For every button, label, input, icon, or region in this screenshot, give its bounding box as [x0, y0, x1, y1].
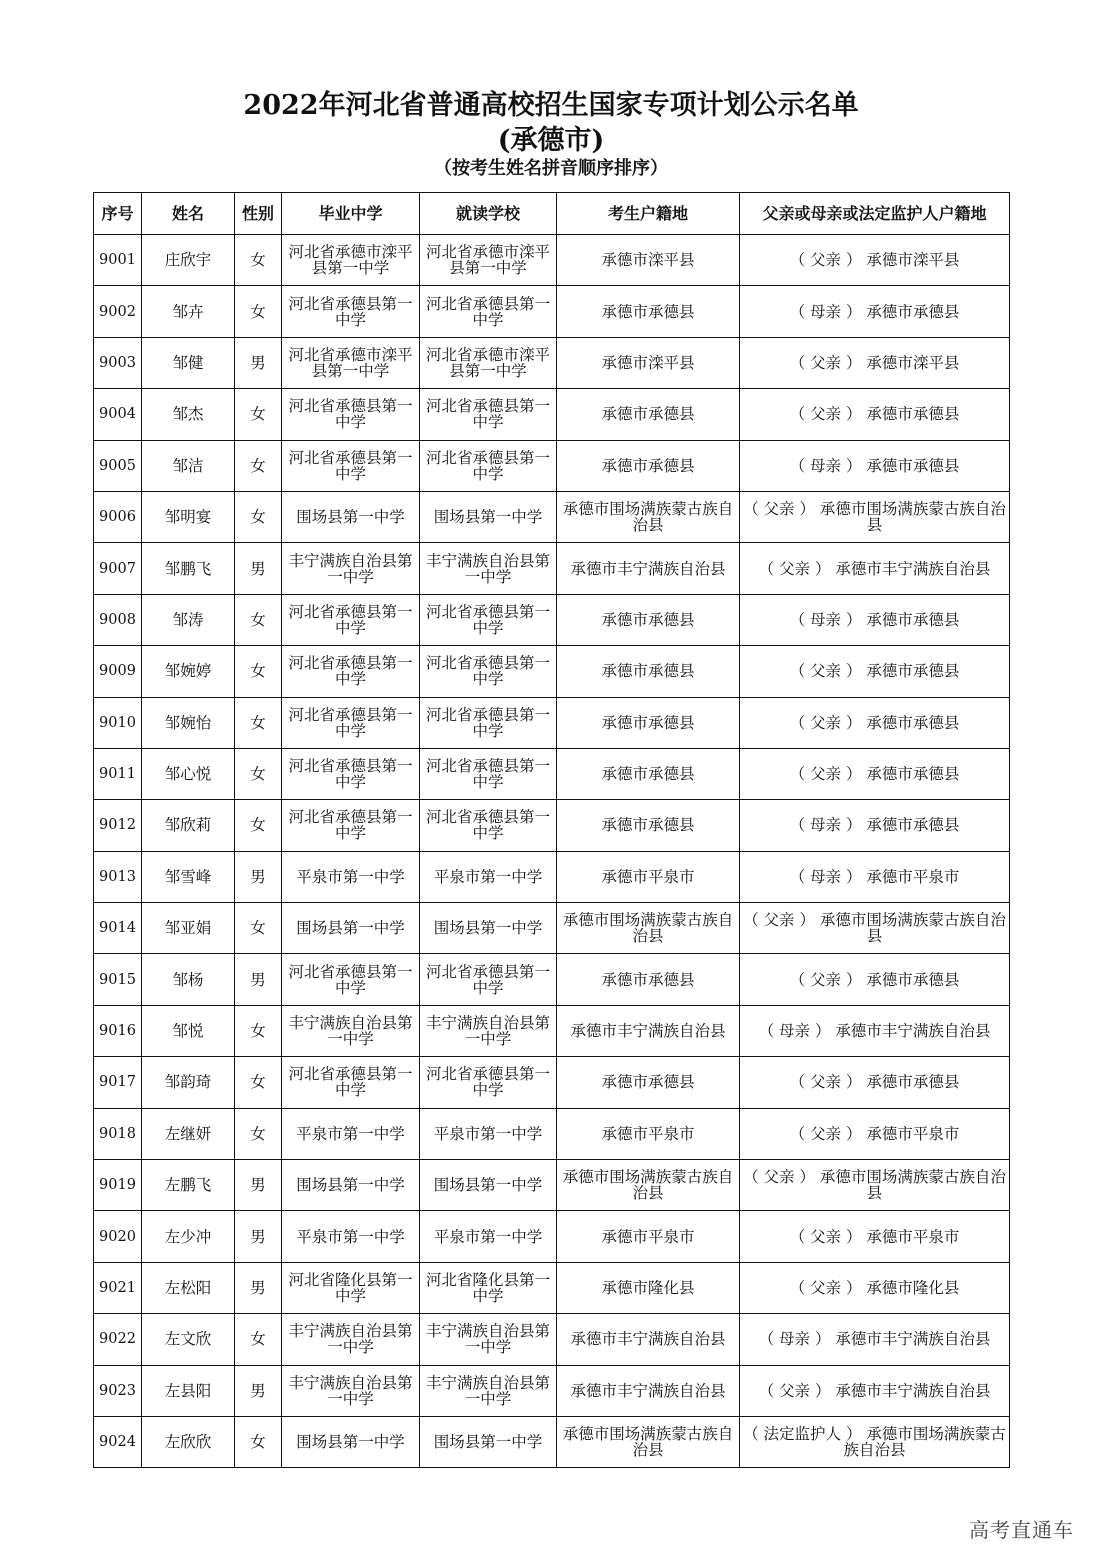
- cell-guardian-hukou: （ 母亲 ） 承德市承德县: [740, 286, 1010, 337]
- cell-gender: 女: [235, 235, 282, 286]
- table-row: [94, 1262, 1010, 1313]
- cell-seq: 9006: [94, 491, 142, 542]
- cell-student-hukou: 承德市承德县: [557, 954, 740, 1005]
- cell-graduation-school: 平泉市第一中学: [282, 1211, 420, 1262]
- cell-graduation-school: 河北省承德县第一中学: [282, 1057, 420, 1108]
- cell-seq: 9008: [94, 594, 142, 645]
- cell-gender: 女: [235, 903, 282, 954]
- cell-name: 邹卉: [142, 286, 235, 337]
- cell-seq: 9011: [94, 748, 142, 799]
- cell-graduation-school: 河北省承德县第一中学: [282, 286, 420, 337]
- cell-current-school: 丰宁满族自治县第一中学: [420, 1005, 557, 1056]
- cell-student-hukou: 承德市承德县: [557, 440, 740, 491]
- cell-name: 邹雪峰: [142, 851, 235, 902]
- cell-name: 左欣欣: [142, 1416, 235, 1467]
- cell-current-school: 河北省承德县第一中学: [420, 440, 557, 491]
- cell-gender: 男: [235, 1160, 282, 1211]
- cell-guardian-hukou: （ 父亲 ） 承德市承德县: [740, 1057, 1010, 1108]
- column-header-seq: 序号: [94, 193, 142, 235]
- cell-student-hukou: 承德市丰宁满族自治县: [557, 1314, 740, 1365]
- table-row: [94, 1211, 1010, 1262]
- cell-current-school: 河北省承德县第一中学: [420, 286, 557, 337]
- cell-seq: 9014: [94, 903, 142, 954]
- cell-name: 邹洁: [142, 440, 235, 491]
- cell-current-school: 围场县第一中学: [420, 1416, 557, 1467]
- table-row: [94, 1005, 1010, 1056]
- cell-current-school: 丰宁满族自治县第一中学: [420, 543, 557, 594]
- cell-graduation-school: 丰宁满族自治县第一中学: [282, 1314, 420, 1365]
- cell-current-school: 平泉市第一中学: [420, 1108, 557, 1159]
- cell-current-school: 河北省承德县第一中学: [420, 1057, 557, 1108]
- cell-graduation-school: 平泉市第一中学: [282, 1108, 420, 1159]
- cell-current-school: 围场县第一中学: [420, 491, 557, 542]
- document-subtitle: (承德市): [497, 125, 605, 156]
- cell-current-school: 丰宁满族自治县第一中学: [420, 1314, 557, 1365]
- cell-current-school: 围场县第一中学: [420, 1160, 557, 1211]
- cell-graduation-school: 河北省承德县第一中学: [282, 954, 420, 1005]
- cell-guardian-hukou: （ 父亲 ） 承德市承德县: [740, 389, 1010, 440]
- cell-name: 左松阳: [142, 1262, 235, 1313]
- cell-graduation-school: 丰宁满族自治县第一中学: [282, 1005, 420, 1056]
- cell-seq: 9004: [94, 389, 142, 440]
- cell-graduation-school: 河北省隆化县第一中学: [282, 1262, 420, 1313]
- cell-graduation-school: 丰宁满族自治县第一中学: [282, 1365, 420, 1416]
- table-row: [94, 748, 1010, 799]
- cell-gender: 男: [235, 337, 282, 388]
- sort-note: （按考生姓名拼音顺序排序）: [434, 158, 668, 179]
- cell-student-hukou: 承德市滦平县: [557, 235, 740, 286]
- cell-guardian-hukou: （ 母亲 ） 承德市承德县: [740, 594, 1010, 645]
- cell-student-hukou: 承德市平泉市: [557, 1108, 740, 1159]
- cell-graduation-school: 围场县第一中学: [282, 491, 420, 542]
- table-row: [94, 1416, 1010, 1467]
- cell-name: 邹鹏飞: [142, 543, 235, 594]
- cell-seq: 9016: [94, 1005, 142, 1056]
- table-row: [94, 235, 1010, 286]
- cell-graduation-school: 围场县第一中学: [282, 903, 420, 954]
- cell-name: 邹婉怡: [142, 697, 235, 748]
- table-row: [94, 1057, 1010, 1108]
- cell-current-school: 河北省承德县第一中学: [420, 697, 557, 748]
- table-row: [94, 903, 1010, 954]
- cell-current-school: 河北省承德县第一中学: [420, 800, 557, 851]
- cell-guardian-hukou: （ 父亲 ） 承德市围场满族蒙古族自治县: [740, 903, 1010, 954]
- cell-current-school: 河北省隆化县第一中学: [420, 1262, 557, 1313]
- document-title: 2022年河北省普通高校招生国家专项计划公示名单: [243, 90, 859, 121]
- cell-guardian-hukou: （ 法定监护人 ） 承德市围场满族蒙古族自治县: [740, 1416, 1010, 1467]
- table-row: [94, 697, 1010, 748]
- cell-guardian-hukou: （ 父亲 ） 承德市滦平县: [740, 337, 1010, 388]
- cell-gender: 男: [235, 851, 282, 902]
- table-row: [94, 1108, 1010, 1159]
- column-header-student-hukou: 考生户籍地: [557, 193, 740, 235]
- cell-graduation-school: 河北省承德县第一中学: [282, 697, 420, 748]
- cell-guardian-hukou: （ 母亲 ） 承德市平泉市: [740, 851, 1010, 902]
- cell-gender: 男: [235, 1211, 282, 1262]
- cell-seq: 9019: [94, 1160, 142, 1211]
- cell-student-hukou: 承德市承德县: [557, 697, 740, 748]
- cell-student-hukou: 承德市承德县: [557, 800, 740, 851]
- table-row: [94, 594, 1010, 645]
- cell-student-hukou: 承德市承德县: [557, 286, 740, 337]
- cell-guardian-hukou: （ 父亲 ） 承德市承德县: [740, 646, 1010, 697]
- cell-graduation-school: 丰宁满族自治县第一中学: [282, 543, 420, 594]
- column-header-gender: 性别: [235, 193, 282, 235]
- table-row: [94, 286, 1010, 337]
- cell-graduation-school: 河北省承德县第一中学: [282, 646, 420, 697]
- cell-name: 邹健: [142, 337, 235, 388]
- cell-guardian-hukou: （ 父亲 ） 承德市丰宁满族自治县: [740, 543, 1010, 594]
- cell-student-hukou: 承德市承德县: [557, 389, 740, 440]
- cell-guardian-hukou: （ 父亲 ） 承德市平泉市: [740, 1211, 1010, 1262]
- cell-current-school: 平泉市第一中学: [420, 1211, 557, 1262]
- cell-current-school: 丰宁满族自治县第一中学: [420, 1365, 557, 1416]
- cell-guardian-hukou: （ 父亲 ） 承德市丰宁满族自治县: [740, 1365, 1010, 1416]
- cell-student-hukou: 承德市丰宁满族自治县: [557, 1365, 740, 1416]
- cell-seq: 9024: [94, 1416, 142, 1467]
- table-row: [94, 1314, 1010, 1365]
- cell-name: 邹心悦: [142, 748, 235, 799]
- cell-guardian-hukou: （ 母亲 ） 承德市承德县: [740, 440, 1010, 491]
- cell-guardian-hukou: （ 父亲 ） 承德市平泉市: [740, 1108, 1010, 1159]
- cell-graduation-school: 平泉市第一中学: [282, 851, 420, 902]
- cell-guardian-hukou: （ 父亲 ） 承德市承德县: [740, 954, 1010, 1005]
- cell-student-hukou: 承德市隆化县: [557, 1262, 740, 1313]
- cell-guardian-hukou: （ 父亲 ） 承德市围场满族蒙古族自治县: [740, 1160, 1010, 1211]
- table-row: [94, 1365, 1010, 1416]
- cell-gender: 女: [235, 1005, 282, 1056]
- cell-seq: 9002: [94, 286, 142, 337]
- column-header-guardian-hukou: 父亲或母亲或法定监护人户籍地: [740, 193, 1010, 235]
- cell-seq: 9023: [94, 1365, 142, 1416]
- cell-gender: 女: [235, 286, 282, 337]
- cell-student-hukou: 承德市承德县: [557, 646, 740, 697]
- cell-seq: 9012: [94, 800, 142, 851]
- cell-guardian-hukou: （ 父亲 ） 承德市承德县: [740, 697, 1010, 748]
- cell-gender: 男: [235, 1365, 282, 1416]
- cell-guardian-hukou: （ 父亲 ） 承德市承德县: [740, 748, 1010, 799]
- cell-student-hukou: 承德市丰宁满族自治县: [557, 543, 740, 594]
- cell-gender: 女: [235, 646, 282, 697]
- cell-current-school: 河北省承德市滦平县第一中学: [420, 337, 557, 388]
- cell-current-school: 河北省承德县第一中学: [420, 954, 557, 1005]
- cell-name: 左继妍: [142, 1108, 235, 1159]
- cell-guardian-hukou: （ 父亲 ） 承德市隆化县: [740, 1262, 1010, 1313]
- cell-seq: 9010: [94, 697, 142, 748]
- cell-seq: 9018: [94, 1108, 142, 1159]
- cell-name: 左鹏飞: [142, 1160, 235, 1211]
- cell-graduation-school: 河北省承德市滦平县第一中学: [282, 337, 420, 388]
- header-row: [94, 193, 1010, 235]
- cell-name: 左县阳: [142, 1365, 235, 1416]
- cell-seq: 9020: [94, 1211, 142, 1262]
- cell-name: 庄欣宇: [142, 235, 235, 286]
- cell-current-school: 河北省承德市滦平县第一中学: [420, 235, 557, 286]
- cell-student-hukou: 承德市承德县: [557, 748, 740, 799]
- cell-seq: 9005: [94, 440, 142, 491]
- cell-student-hukou: 承德市滦平县: [557, 337, 740, 388]
- cell-student-hukou: 承德市承德县: [557, 594, 740, 645]
- cell-current-school: 平泉市第一中学: [420, 851, 557, 902]
- cell-current-school: 河北省承德县第一中学: [420, 646, 557, 697]
- cell-name: 左文欣: [142, 1314, 235, 1365]
- cell-gender: 男: [235, 1262, 282, 1313]
- cell-gender: 女: [235, 1057, 282, 1108]
- cell-guardian-hukou: （ 母亲 ） 承德市承德县: [740, 800, 1010, 851]
- cell-gender: 女: [235, 491, 282, 542]
- cell-name: 左少冲: [142, 1211, 235, 1262]
- cell-name: 邹杰: [142, 389, 235, 440]
- roster-table: [93, 192, 1010, 1468]
- cell-gender: 男: [235, 954, 282, 1005]
- cell-graduation-school: 河北省承德市滦平县第一中学: [282, 235, 420, 286]
- cell-gender: 女: [235, 1108, 282, 1159]
- cell-name: 邹涛: [142, 594, 235, 645]
- cell-name: 邹韵琦: [142, 1057, 235, 1108]
- table-row: [94, 800, 1010, 851]
- cell-name: 邹亚娟: [142, 903, 235, 954]
- cell-graduation-school: 河北省承德县第一中学: [282, 748, 420, 799]
- cell-gender: 女: [235, 748, 282, 799]
- column-header-current-school: 就读学校: [420, 193, 557, 235]
- roster-body: [94, 235, 1010, 1468]
- cell-current-school: 河北省承德县第一中学: [420, 594, 557, 645]
- cell-name: 邹悦: [142, 1005, 235, 1056]
- cell-student-hukou: 承德市承德县: [557, 1057, 740, 1108]
- cell-student-hukou: 承德市丰宁满族自治县: [557, 1005, 740, 1056]
- cell-seq: 9021: [94, 1262, 142, 1313]
- table-row: [94, 337, 1010, 388]
- cell-seq: 9009: [94, 646, 142, 697]
- cell-student-hukou: 承德市围场满族蒙古族自治县: [557, 1416, 740, 1467]
- table-row: [94, 543, 1010, 594]
- cell-current-school: 河北省承德县第一中学: [420, 389, 557, 440]
- cell-seq: 9015: [94, 954, 142, 1005]
- cell-student-hukou: 承德市平泉市: [557, 1211, 740, 1262]
- cell-graduation-school: 河北省承德县第一中学: [282, 594, 420, 645]
- cell-guardian-hukou: （ 母亲 ） 承德市丰宁满族自治县: [740, 1005, 1010, 1056]
- cell-graduation-school: 河北省承德县第一中学: [282, 800, 420, 851]
- table-row: [94, 1160, 1010, 1211]
- cell-name: 邹明宴: [142, 491, 235, 542]
- cell-seq: 9022: [94, 1314, 142, 1365]
- cell-name: 邹杨: [142, 954, 235, 1005]
- cell-seq: 9007: [94, 543, 142, 594]
- column-header-graduation-school: 毕业中学: [282, 193, 420, 235]
- cell-gender: 女: [235, 1314, 282, 1365]
- cell-gender: 女: [235, 800, 282, 851]
- cell-gender: 男: [235, 543, 282, 594]
- cell-guardian-hukou: （ 母亲 ） 承德市丰宁满族自治县: [740, 1314, 1010, 1365]
- table-row: [94, 491, 1010, 542]
- cell-name: 邹欣莉: [142, 800, 235, 851]
- cell-graduation-school: 河北省承德县第一中学: [282, 389, 420, 440]
- cell-gender: 女: [235, 1416, 282, 1467]
- cell-current-school: 围场县第一中学: [420, 903, 557, 954]
- cell-student-hukou: 承德市平泉市: [557, 851, 740, 902]
- cell-seq: 9013: [94, 851, 142, 902]
- cell-graduation-school: 围场县第一中学: [282, 1160, 420, 1211]
- cell-student-hukou: 承德市围场满族蒙古族自治县: [557, 491, 740, 542]
- cell-student-hukou: 承德市围场满族蒙古族自治县: [557, 1160, 740, 1211]
- cell-gender: 女: [235, 594, 282, 645]
- cell-name: 邹婉婷: [142, 646, 235, 697]
- cell-gender: 女: [235, 697, 282, 748]
- table-row: [94, 389, 1010, 440]
- cell-guardian-hukou: （ 父亲 ） 承德市滦平县: [740, 235, 1010, 286]
- cell-gender: 女: [235, 440, 282, 491]
- table-row: [94, 646, 1010, 697]
- watermark: 高考直通车: [969, 1518, 1074, 1542]
- cell-graduation-school: 河北省承德县第一中学: [282, 440, 420, 491]
- cell-student-hukou: 承德市围场满族蒙古族自治县: [557, 903, 740, 954]
- table-row: [94, 954, 1010, 1005]
- cell-seq: 9003: [94, 337, 142, 388]
- table-row: [94, 440, 1010, 491]
- table-row: [94, 851, 1010, 902]
- cell-guardian-hukou: （ 父亲 ） 承德市围场满族蒙古族自治县: [740, 491, 1010, 542]
- column-header-name: 姓名: [142, 193, 235, 235]
- cell-graduation-school: 围场县第一中学: [282, 1416, 420, 1467]
- cell-current-school: 河北省承德县第一中学: [420, 748, 557, 799]
- cell-gender: 女: [235, 389, 282, 440]
- cell-seq: 9001: [94, 235, 142, 286]
- cell-seq: 9017: [94, 1057, 142, 1108]
